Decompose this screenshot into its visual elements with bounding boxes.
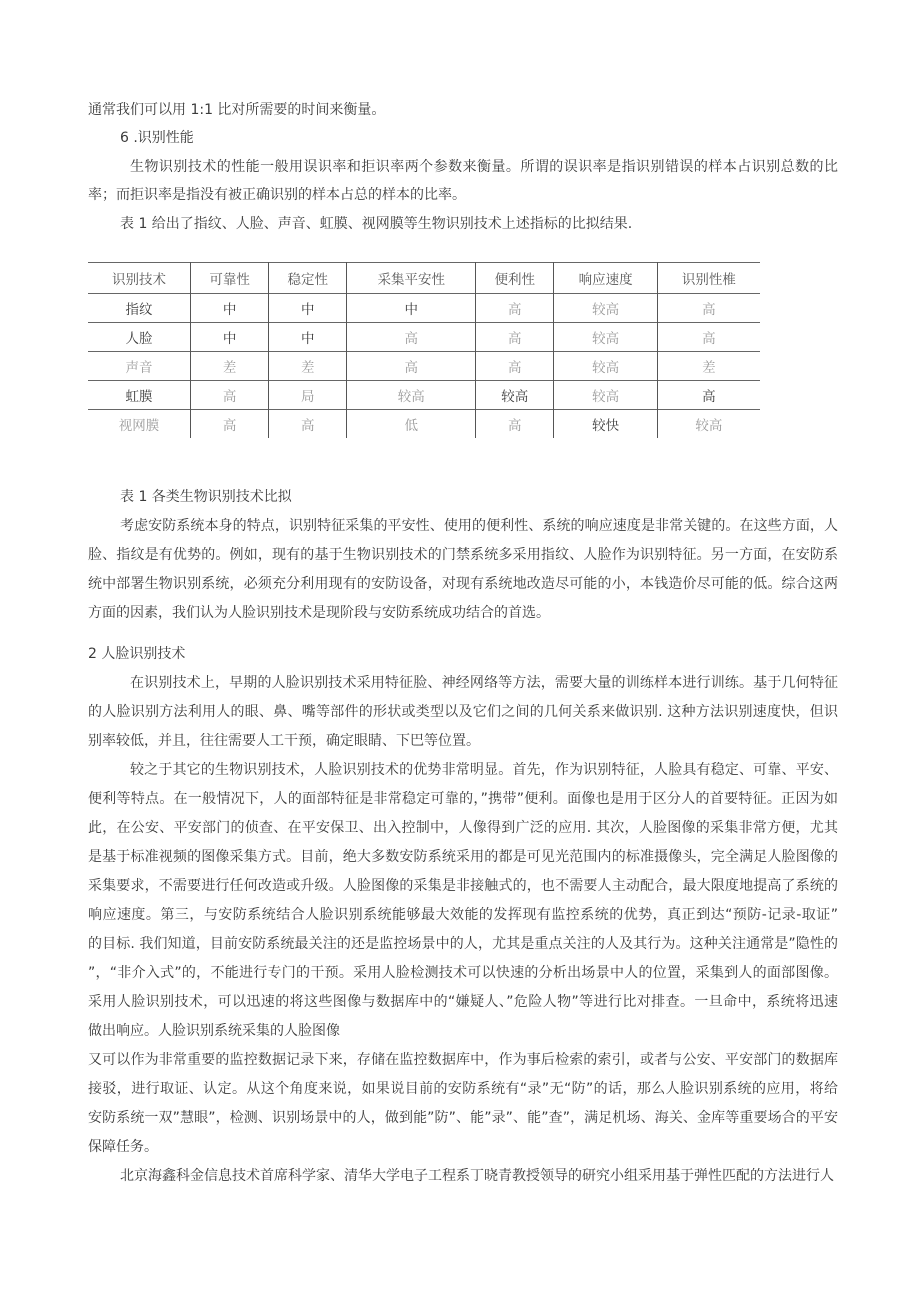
text-line: 别率较低，并且，往往需要人工干预，确定眼睛、下巴等位置。 [88, 733, 480, 749]
table-cell: 高 [347, 323, 476, 352]
table-cell: 较高 [347, 381, 476, 410]
text-line: 表 1 各类生物识别技术比拟 [120, 489, 292, 505]
table-cell: 高 [269, 410, 347, 439]
table-cell: 指纹 [125, 302, 153, 318]
text-line: 是基于标准视频的图像采集方式。目前，绝大多数安防系统采用的都是可见光范围内的标准摄像头，完全满足人脸图像的 [88, 849, 838, 865]
text-line: 保障任务。 [88, 1139, 158, 1155]
column-header: 识别性椎 [657, 263, 760, 294]
column-header: 便利性 [476, 263, 554, 294]
paragraph-monitoring-records [88, 1050, 838, 1166]
table-cell: 低 [347, 410, 476, 439]
biometric-comparison-table [88, 262, 760, 438]
text-line: 2 人脸识别技术 [88, 646, 186, 662]
text-line: 接驳，进行取证、认定。从这个角度来说，如果说目前的安防系统有“录”无“防”的话，那么人脸识别系统的应用，将给 [88, 1081, 838, 1097]
text-line: 的目标. 我们知道，目前安防系统最关注的还是监控场景中的人，尤其是重点关注的人及其行为。这种关注通常是”隐性的 [88, 936, 838, 952]
table-cell: 高 [476, 323, 554, 352]
text-line: 率；而拒识率是指没有被正确识别的样本占总的样本的比率。 [88, 187, 466, 203]
table-cell: 高 [191, 410, 269, 439]
text-line: 采用人脸识别技术，可以迅速的将这些图像与数据库中的“嫌疑人、”危险人物”等进行比对排查。一旦命中，系统将迅速 [88, 994, 838, 1010]
text-line: 响应速度。第三，与安防系统结合人脸识别系统能够最大效能的发挥现有监控系统的优势，真正到达“预防-记录-取证” [88, 907, 838, 923]
table-cell: 视网膜 [118, 418, 160, 434]
text-line: 北京海鑫科金信息技术首席科学家、清华大学电子工程系丁晓青教授领导的研究小组采用基于弹性匹配的方法进行人 [120, 1168, 834, 1184]
section-heading-face-recognition [88, 644, 185, 673]
table-cell: 差 [657, 352, 760, 381]
table-cell: 高 [476, 410, 554, 439]
paragraph-intro [88, 100, 838, 129]
text-line: 的人脸识别方法利用人的眼、鼻、嘴等部件的形状或类型以及它们之间的几何关系来做识别. 这种方法识别速度快，但识 [88, 704, 838, 720]
column-header: 稳定性 [269, 263, 347, 294]
table-cell: 局 [269, 381, 347, 410]
table-cell: 中 [191, 294, 269, 323]
text-line: 在识别技术上，早期的人脸识别技术采用特征脸、神经网络等方法，需要大量的训练样本进行训练。基于几何特征 [130, 675, 838, 691]
paragraph-table-intro [120, 214, 632, 243]
column-header: 采集平安性 [347, 263, 476, 294]
section-heading-recognition-performance [120, 128, 194, 157]
text-line: 统中部署生物识别系统，必须充分利用现有的安防设备，对现有系统地改造尽可能的小，本钱造价尽可能的低。综合这两 [88, 576, 838, 592]
paragraph-security-considerations [88, 516, 838, 632]
table-cell: 高 [657, 381, 760, 410]
paragraph-research-group [88, 1166, 838, 1195]
text-line: 方面的因素，我们认为人脸识别技术是现阶段与安防系统成功结合的首选。 [88, 605, 550, 621]
table-cell: 虹膜 [125, 389, 153, 405]
table-row [88, 410, 760, 439]
table-caption [120, 487, 292, 516]
table-cell: 较高 [554, 352, 658, 381]
table-cell: 较高 [476, 381, 554, 410]
table-cell: 较高 [554, 381, 658, 410]
table-cell: 较高 [554, 323, 658, 352]
text-line: 脸、指纹是有优势的。例如，现有的基于生物识别技术的门禁系统多采用指纹、人脸作为识别特征。另一方面，在安防系 [88, 547, 838, 563]
table-cell: 高 [476, 294, 554, 323]
table-cell: 较快 [554, 410, 658, 439]
table-cell: 人脸 [125, 331, 153, 347]
text-line: ”，“非介入式”的，不能进行专门的干预。采用人脸检测技术可以快速的分析出场景中人的位置，采集到人的面部图像。 [88, 965, 838, 981]
table-cell: 高 [191, 381, 269, 410]
table-cell: 高 [657, 294, 760, 323]
column-header: 可靠性 [191, 263, 269, 294]
table-cell: 中 [269, 294, 347, 323]
text-line: 此，在公安、平安部门的侦查、在平安保卫、出入控制中，人像得到广泛的应用. 其次，人脸图像的采集非常方便，尤其 [88, 820, 838, 836]
table-row [88, 352, 760, 381]
table-row [88, 323, 760, 352]
table-cell: 中 [269, 323, 347, 352]
column-header: 识别技术 [112, 272, 167, 288]
text-line: 做出响应。人脸识别系统采集的人脸图像 [88, 1023, 340, 1039]
table-row [88, 381, 760, 410]
text-line: 安防系统一双”慧眼”，检测、识别场景中的人，做到能”防”、能”录”、能”查”，满足机场、海关、金库等重要场合的平安 [88, 1110, 838, 1126]
paragraph-early-methods [88, 673, 838, 760]
table-cell: 中 [191, 323, 269, 352]
table-cell: 中 [347, 294, 476, 323]
table-header-row [88, 263, 760, 294]
text-line: 便利等特点。在一般情况下，人的面部特征是非常稳定可靠的，”携带”便利。面像也是用于区分人的首要特征。正因为如 [88, 791, 838, 807]
text-line: 生物识别技术的性能一般用误识率和拒识率两个参数来衡量。所谓的误识率是指识别错误的样本占识别总数的比 [130, 159, 838, 175]
text-line: 6 .识别性能 [120, 130, 194, 146]
paragraph-face-advantages [88, 760, 838, 1050]
text-line: 通常我们可以用 1:1 比对所需要的时间来衡量。 [88, 102, 386, 118]
text-line: 较之于其它的生物识别技术，人脸识别技术的优势非常明显。首先，作为识别特征，人脸具有稳定、可靠、平安、 [130, 762, 838, 778]
column-header: 响应速度 [554, 263, 658, 294]
text-line: 考虑安防系统本身的特点，识别特征采集的平安性、使用的便利性、系统的响应速度是非常关键的。在这些方面，人 [120, 518, 838, 534]
paragraph-performance [88, 157, 838, 213]
table-cell: 较高 [554, 294, 658, 323]
text-line: 采集要求，不需要进行任何改造或升级。人脸图像的采集是非接触式的，也不需要人主动配合，最大限度地提高了系统的 [88, 878, 838, 894]
table-cell: 差 [191, 352, 269, 381]
table-row [88, 294, 760, 323]
table-cell: 高 [347, 352, 476, 381]
table-cell: 差 [269, 352, 347, 381]
table-cell: 高 [657, 323, 760, 352]
table-cell: 较高 [657, 410, 760, 439]
table-cell: 声音 [125, 360, 153, 376]
table-cell: 高 [476, 352, 554, 381]
text-line: 又可以作为非常重要的监控数据记录下来，存储在监控数据库中，作为事后检索的索引，或者与公安、平安部门的数据库 [88, 1052, 838, 1068]
text-line: 表 1 给出了指纹、人脸、声音、虹膜、视网膜等生物识别技术上述指标的比拟结果. [120, 216, 633, 232]
